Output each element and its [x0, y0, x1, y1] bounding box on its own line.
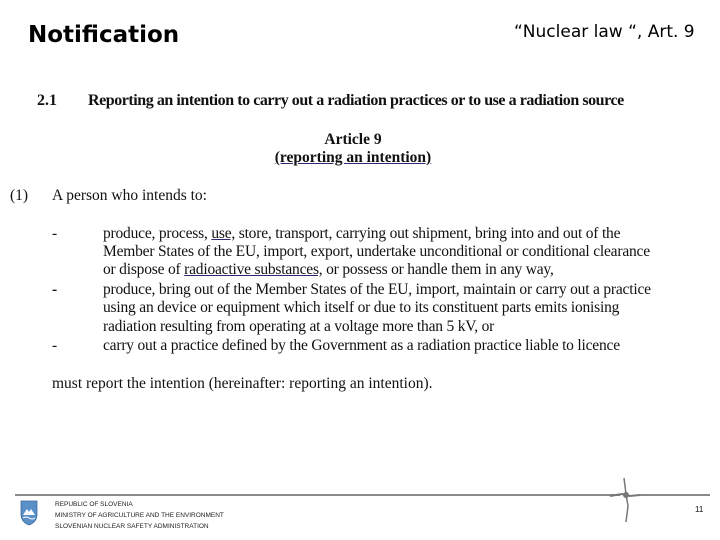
text-segment: using an device or equipment which itself or due to its constituent parts emits ionising: [103, 299, 620, 316]
article-subtitle-wrap: [0, 149, 706, 167]
text-segment: carry out a practice defined by the Government as a radiation practice liable to licence: [103, 337, 620, 354]
footer-rule-right: [640, 494, 710, 496]
slide-subtitle: “Nuclear law “, Art. 9: [514, 22, 695, 42]
list-item-line: [103, 299, 619, 317]
underlined-term: use,: [211, 225, 236, 242]
article-title: Article 9: [324, 131, 382, 148]
text-segment: store, transport, carrying out shipment, bring into and out of the: [235, 225, 621, 242]
list-item-line: [103, 261, 554, 279]
underlined-term: radioactive substances,: [184, 261, 323, 278]
footer-administration: SLOVENIAN NUCLEAR SAFETY ADMINISTRATION: [55, 523, 209, 530]
paragraph-number: (1): [10, 187, 29, 204]
section-heading: Reporting an intention to carry out a radiation practices or to use a radiation source: [88, 92, 624, 109]
list-item-line: [103, 337, 620, 355]
text-segment: Member States of the EU, import, export, undertake unconditional or conditional clearance: [103, 243, 650, 260]
article-subtitle: (reporting an intention): [274, 149, 432, 166]
paragraph-conclusion: must report the intention (hereinafter: reporting an intention).: [52, 375, 433, 392]
text-segment: radiation resulting from operating at a voltage more than 5 kV, or: [103, 318, 495, 335]
list-bullet: -: [52, 225, 58, 242]
list-bullet: -: [52, 337, 58, 354]
list-bullet: -: [52, 281, 58, 298]
snsa-logo-icon: [608, 476, 648, 526]
text-segment: or dispose of: [103, 261, 185, 278]
text-segment: produce, bring out of the Member States of the EU, import, maintain or carry out a practice: [103, 281, 651, 298]
list-item-line: [103, 243, 650, 261]
paragraph-intro: A person who intends to:: [52, 187, 207, 204]
text-segment: produce, process,: [103, 225, 212, 242]
footer-republic: REPUBLIC OF SLOVENIA: [55, 501, 133, 508]
footer-rule: [15, 494, 620, 496]
list-item-line: [103, 318, 494, 336]
text-segment: or possess or handle them in any way,: [322, 261, 554, 278]
coat-of-arms-icon: [20, 500, 38, 526]
footer-ministry: MINISTRY OF AGRICULTURE AND THE ENVIRONMENT: [55, 512, 224, 519]
list-item-line: [103, 281, 651, 299]
page-number: 11: [695, 505, 704, 514]
list-item-line: [103, 225, 620, 243]
section-number: 2.1: [37, 92, 57, 109]
slide-title: Notification: [28, 22, 180, 48]
